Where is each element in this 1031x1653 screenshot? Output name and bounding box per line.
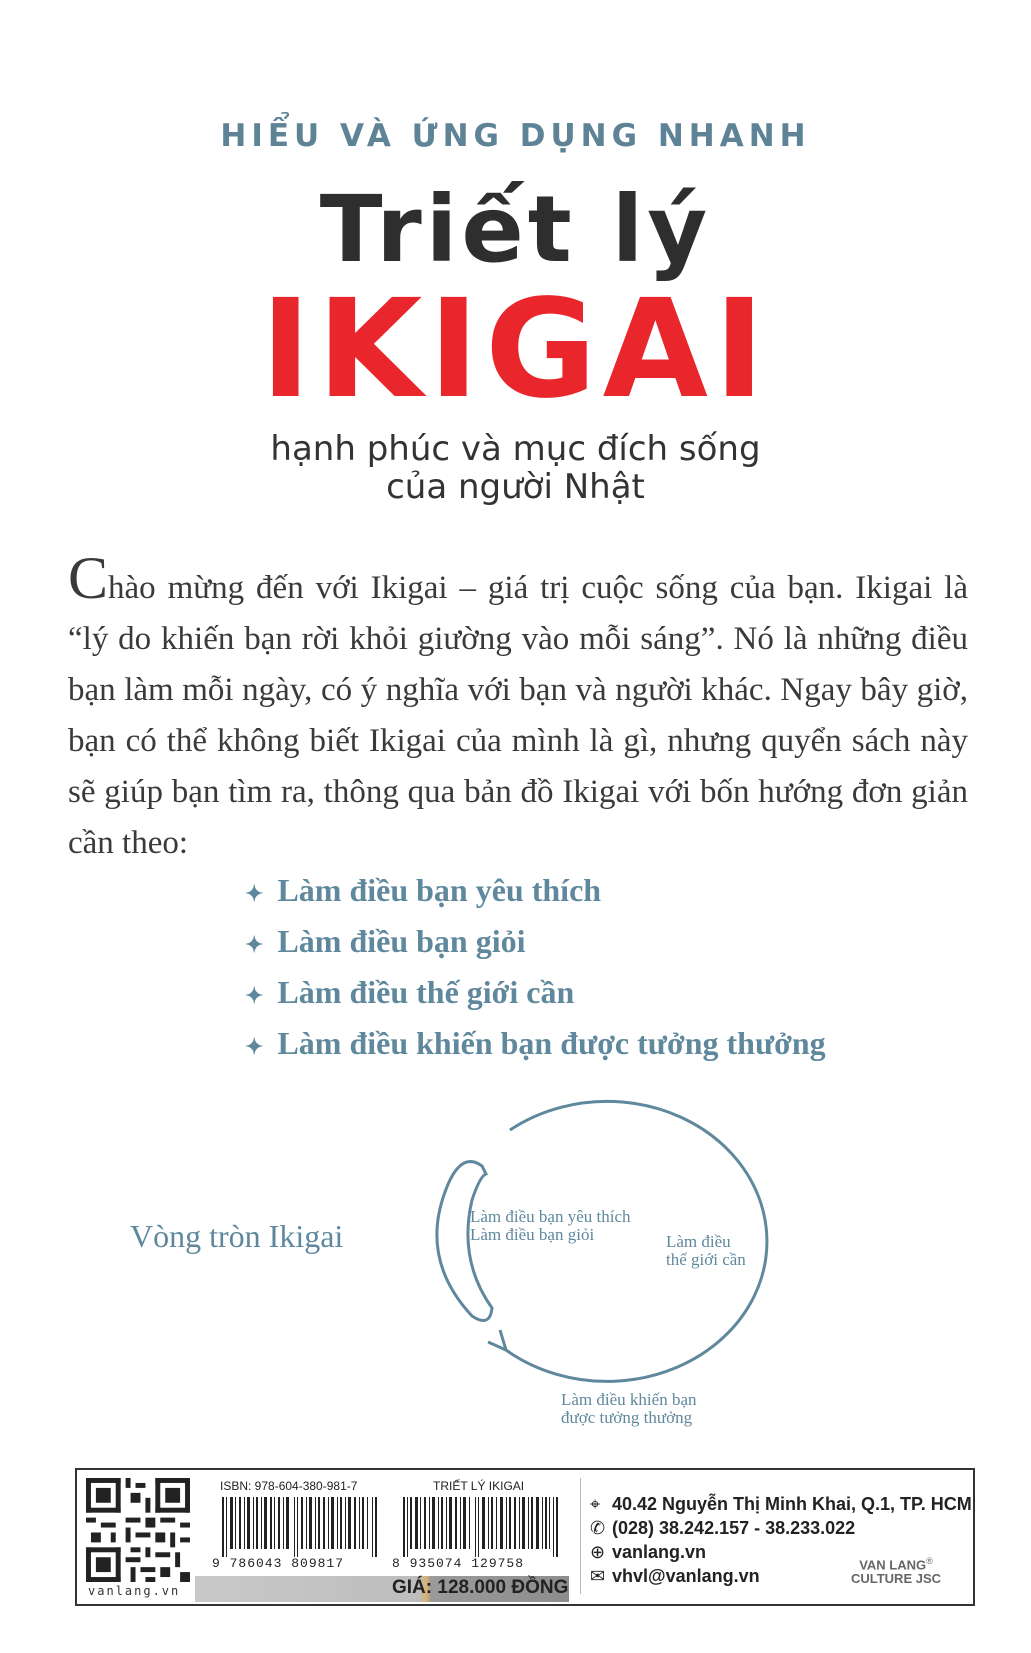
publisher-logo	[846, 1554, 946, 1586]
envelope-icon: ✉	[590, 1566, 606, 1586]
email-text[interactable]: vhvl@vanlang.vn	[612, 1566, 760, 1586]
star-bullet-icon: ✦	[245, 880, 264, 906]
ean-barcode	[403, 1497, 563, 1557]
diagram-label-paid-2: được tưởng thưởng	[561, 1408, 693, 1427]
location-pin-icon: ⌖	[590, 1494, 601, 1514]
diagram-label-world-1: Làm điều	[666, 1232, 731, 1251]
address-line	[590, 1494, 972, 1515]
list-item	[245, 974, 826, 1025]
star-bullet-icon: ✦	[245, 931, 264, 957]
arrow-head-icon	[488, 1330, 506, 1350]
title-line-2: IKIGAI	[260, 271, 771, 429]
diagram-label-world-2: thế giới cần	[666, 1250, 746, 1269]
diagram-label-good: Làm điều bạn giỏi	[470, 1225, 595, 1244]
title-line-1: Triết lý	[319, 176, 712, 283]
registered-mark: ®	[926, 1556, 933, 1566]
website-line[interactable]	[590, 1542, 706, 1563]
globe-icon: ⊕	[590, 1542, 606, 1562]
star-bullet-icon: ✦	[245, 982, 264, 1008]
blurb-paragraph	[68, 545, 968, 869]
price-label: GIÁ: 128.000 ĐỒNG	[392, 1577, 569, 1598]
bullet-text: Làm điều bạn giỏi	[277, 923, 526, 959]
subtitle	[0, 430, 1031, 506]
website-text[interactable]: vanlang.vn	[612, 1542, 707, 1562]
publisher-line-1: VAN LANG®	[859, 1556, 933, 1573]
direction-list	[245, 872, 826, 1076]
diagram-label-love: Làm điều bạn yêu thích	[470, 1207, 631, 1226]
qr-caption: vanlang.vn	[88, 1584, 181, 1598]
phone-icon: ✆	[590, 1518, 606, 1538]
bullet-text: Làm điều thế giới cần	[277, 974, 575, 1010]
qr-code-icon[interactable]	[86, 1478, 190, 1582]
list-item	[245, 923, 826, 974]
phone-line	[590, 1518, 855, 1539]
subtitle-line-1: hạnh phúc và mục đích sống	[270, 429, 761, 469]
ean-barcode-number: 8 935074 129758	[392, 1556, 525, 1571]
blurb-text: hào mừng đến với Ikigai – giá trị cuộc sống của bạn. Ikigai là “lý do khiến bạn rời khỏi giường vào mỗi sáng”. Nó là những điều bạn làm mỗi ngày, có ý nghĩa với bạn và người khác. Ngay bây giờ, bạn có thể không biết Ikigai của mình là gì, nhưng quyển sách này sẽ giúp bạn tìm ra, thông qua bản đồ Ikigai với bốn hướng đơn giản cần theo:	[68, 570, 968, 861]
list-item	[245, 872, 826, 923]
subtitle-line-2: của người Nhật	[386, 467, 645, 507]
book-title-small: TRIẾT LÝ IKIGAI	[433, 1479, 525, 1493]
star-bullet-icon: ✦	[245, 1033, 264, 1059]
isbn-barcode	[222, 1497, 382, 1557]
isbn-label: ISBN: 978-604-380-981-7	[220, 1479, 358, 1493]
address-text: 40.42 Nguyễn Thị Minh Khai, Q.1, TP. HCM	[612, 1494, 972, 1514]
list-item	[245, 1025, 826, 1076]
series-kicker: HIỂU VÀ ỨNG DỤNG NHANH	[220, 118, 811, 154]
info-divider	[580, 1478, 581, 1594]
isbn-barcode-number: 9 786043 809817	[212, 1556, 345, 1571]
email-line[interactable]	[590, 1566, 760, 1587]
bullet-text: Làm điều khiến bạn được tưởng thưởng	[277, 1025, 826, 1061]
drop-cap: C	[68, 545, 109, 611]
phone-text: (028) 38.242.157 - 38.233.022	[612, 1518, 856, 1538]
diagram-label-paid-1: Làm điều khiến bạn	[561, 1390, 697, 1409]
publisher-line-2: CULTURE JSC	[850, 1571, 942, 1587]
bullet-text: Làm điều bạn yêu thích	[277, 872, 602, 908]
diagram-caption: Vòng tròn Ikigai	[130, 1218, 344, 1254]
